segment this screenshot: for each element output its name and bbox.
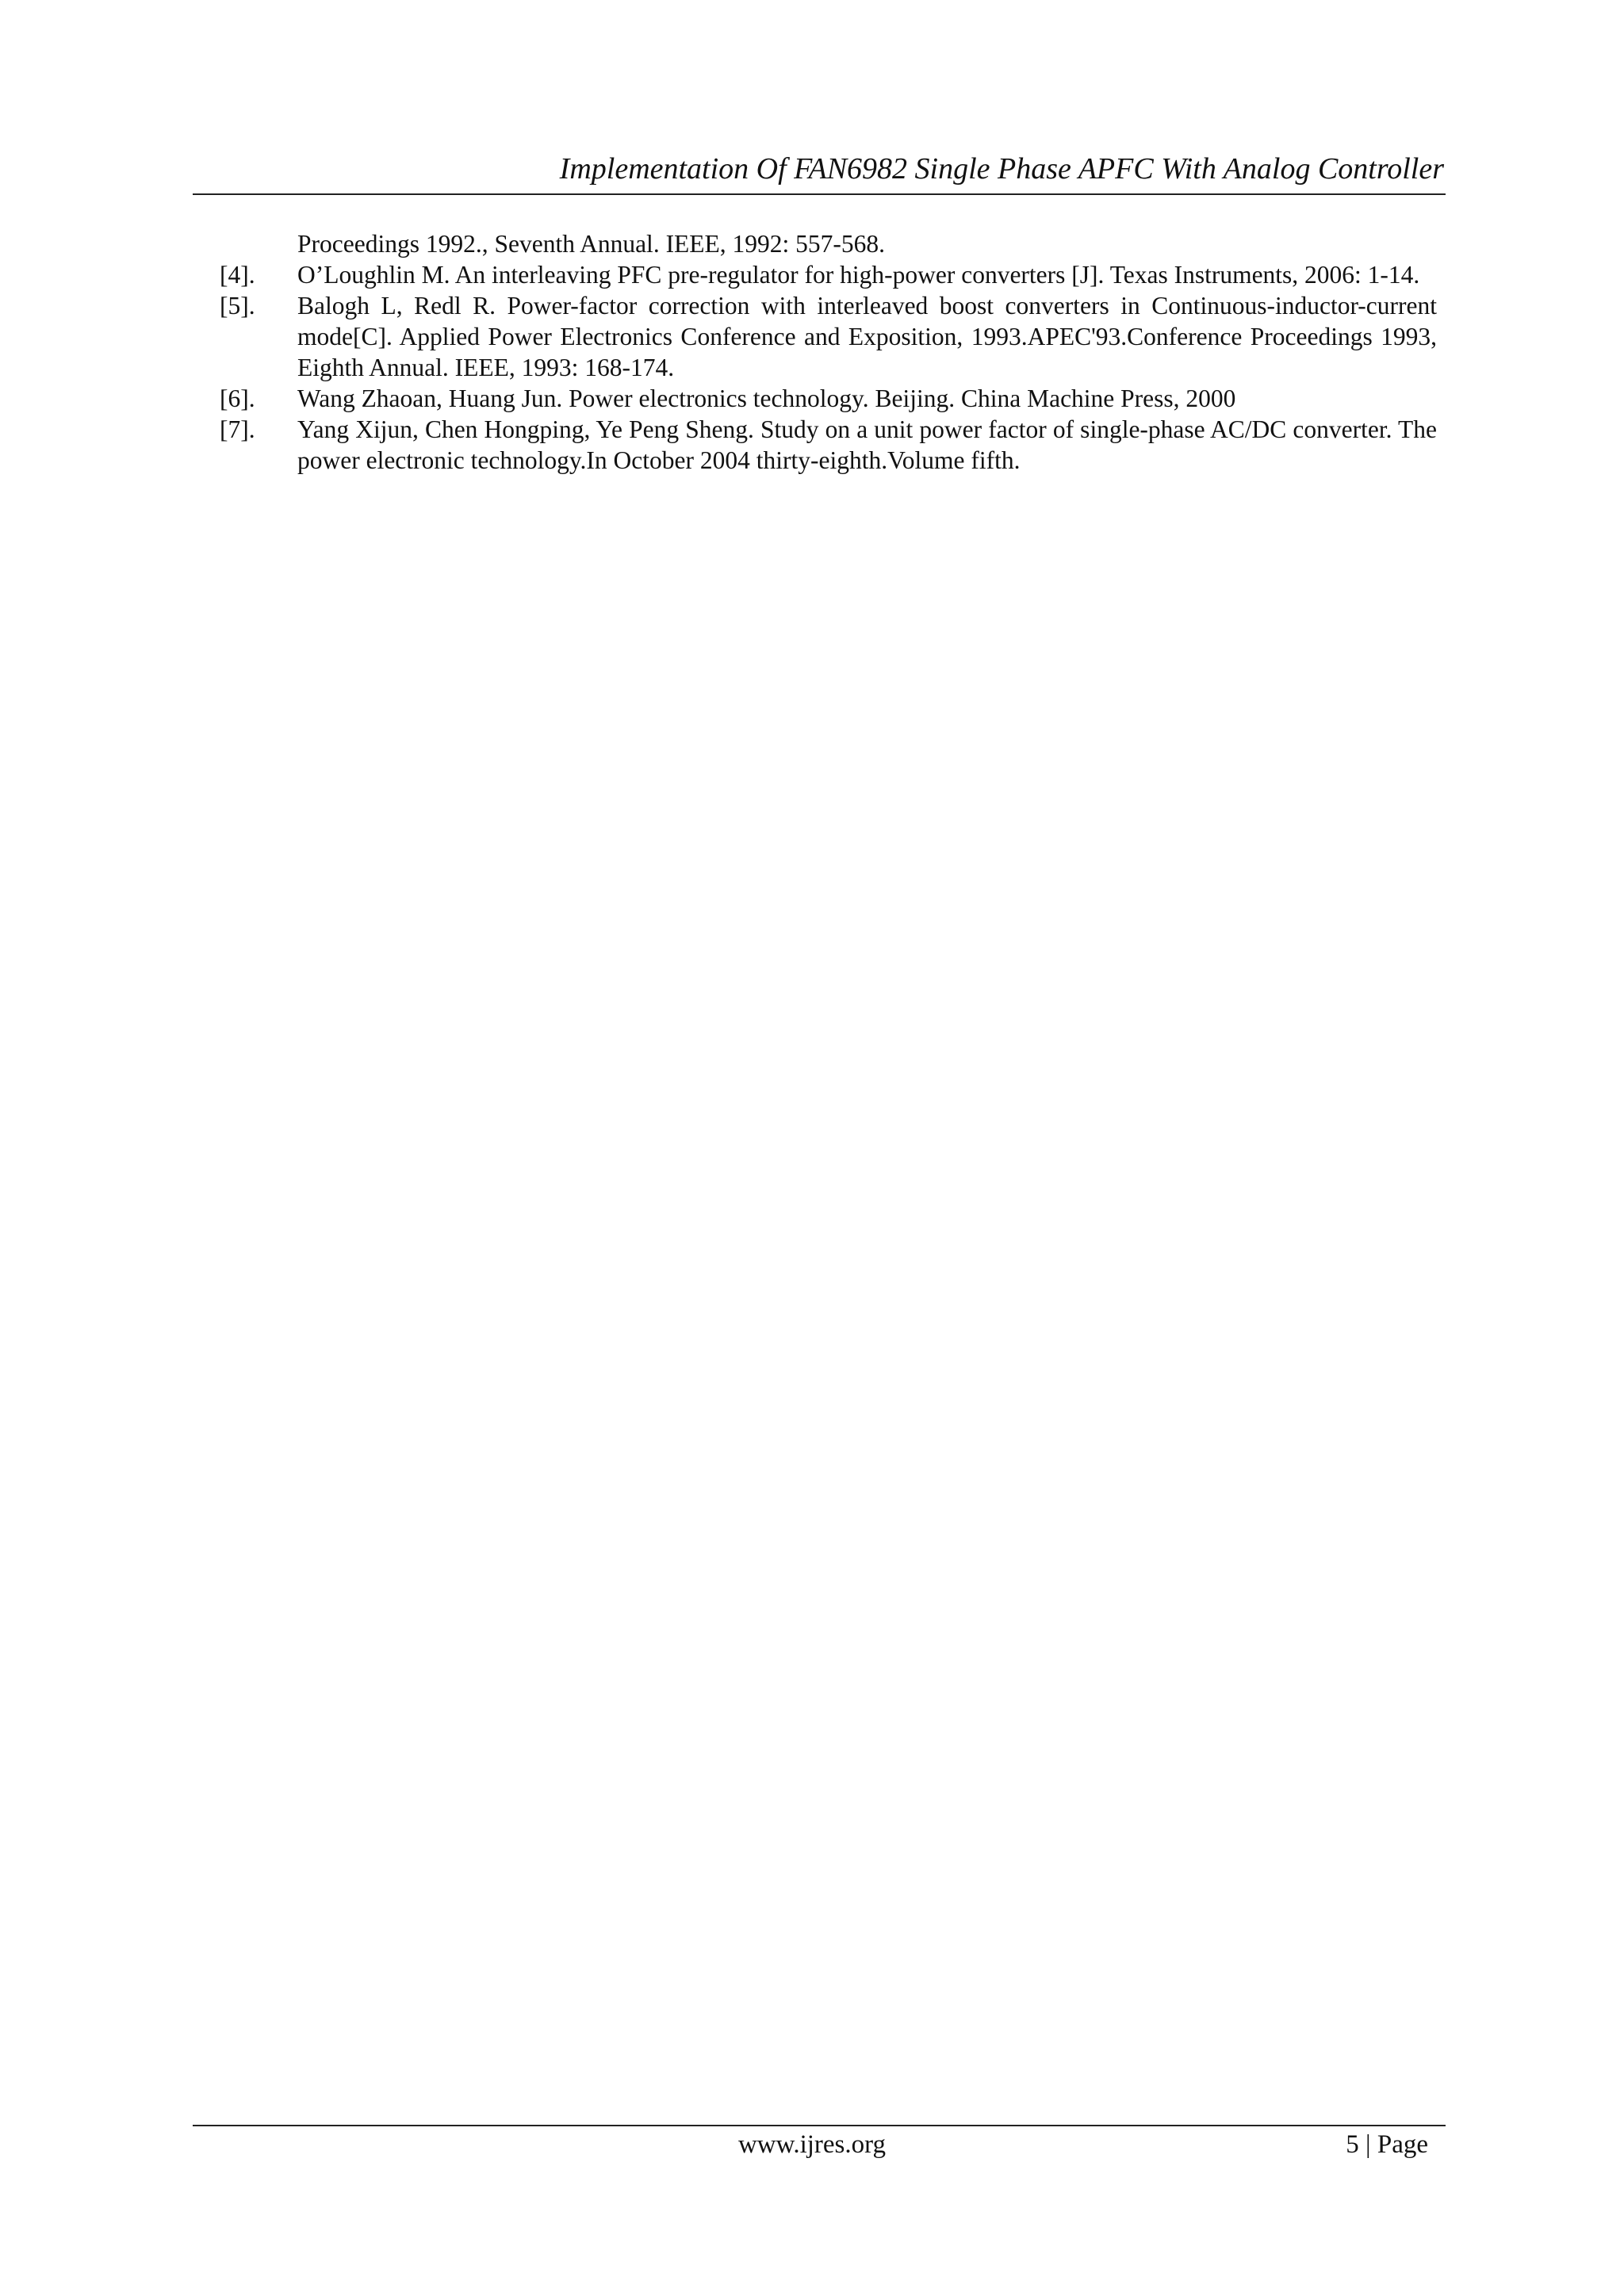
reference-number: [4]. — [220, 261, 255, 289]
reference-item — [220, 259, 1437, 290]
reference-list — [220, 228, 1437, 476]
reference-text: Proceedings 1992., Seventh Annual. IEEE, 1992: 557-568. — [297, 230, 886, 258]
running-header-title: Implementation Of FAN6982 Single Phase APFC With Analog Controller — [559, 152, 1444, 186]
header-rule — [193, 193, 1446, 195]
reference-text: Yang Xijun, Chen Hongping, Ye Peng Sheng. Study on a unit power factor of single-phase AC/DC converter. The power electronic technology.In October 2004 thirty-eighth.Volume fifth. — [297, 415, 1437, 474]
footer-url: www.ijres.org — [737, 2130, 887, 2159]
footer-rule — [193, 2125, 1446, 2126]
reference-text: Wang Zhaoan, Huang Jun. Power electronics technology. Beijing. China Machine Press, 2000 — [297, 385, 1236, 412]
reference-text: O’Loughlin M. An interleaving PFC pre-regulator for high-power converters [J]. Texas Instruments, 2006: 1-14. — [297, 261, 1420, 289]
reference-number: [7]. — [220, 415, 255, 443]
reference-item — [220, 383, 1437, 414]
reference-number: [5]. — [220, 292, 255, 320]
reference-number: [6]. — [220, 385, 255, 412]
footer-page-number: 5 | Page — [1346, 2130, 1428, 2159]
reference-item — [220, 228, 1437, 259]
reference-text: Balogh L, Redl R. Power-factor correction with interleaved boost converters in Continuous-inductor-current mode[C]. Applied Power Electronics Conference and Exposition, 1993.APEC'93.Conference Proceedings 1993, Eighth Annual. IEEE, 1993: 168-174. — [297, 292, 1437, 381]
reference-item — [220, 414, 1437, 476]
reference-item — [220, 290, 1437, 383]
